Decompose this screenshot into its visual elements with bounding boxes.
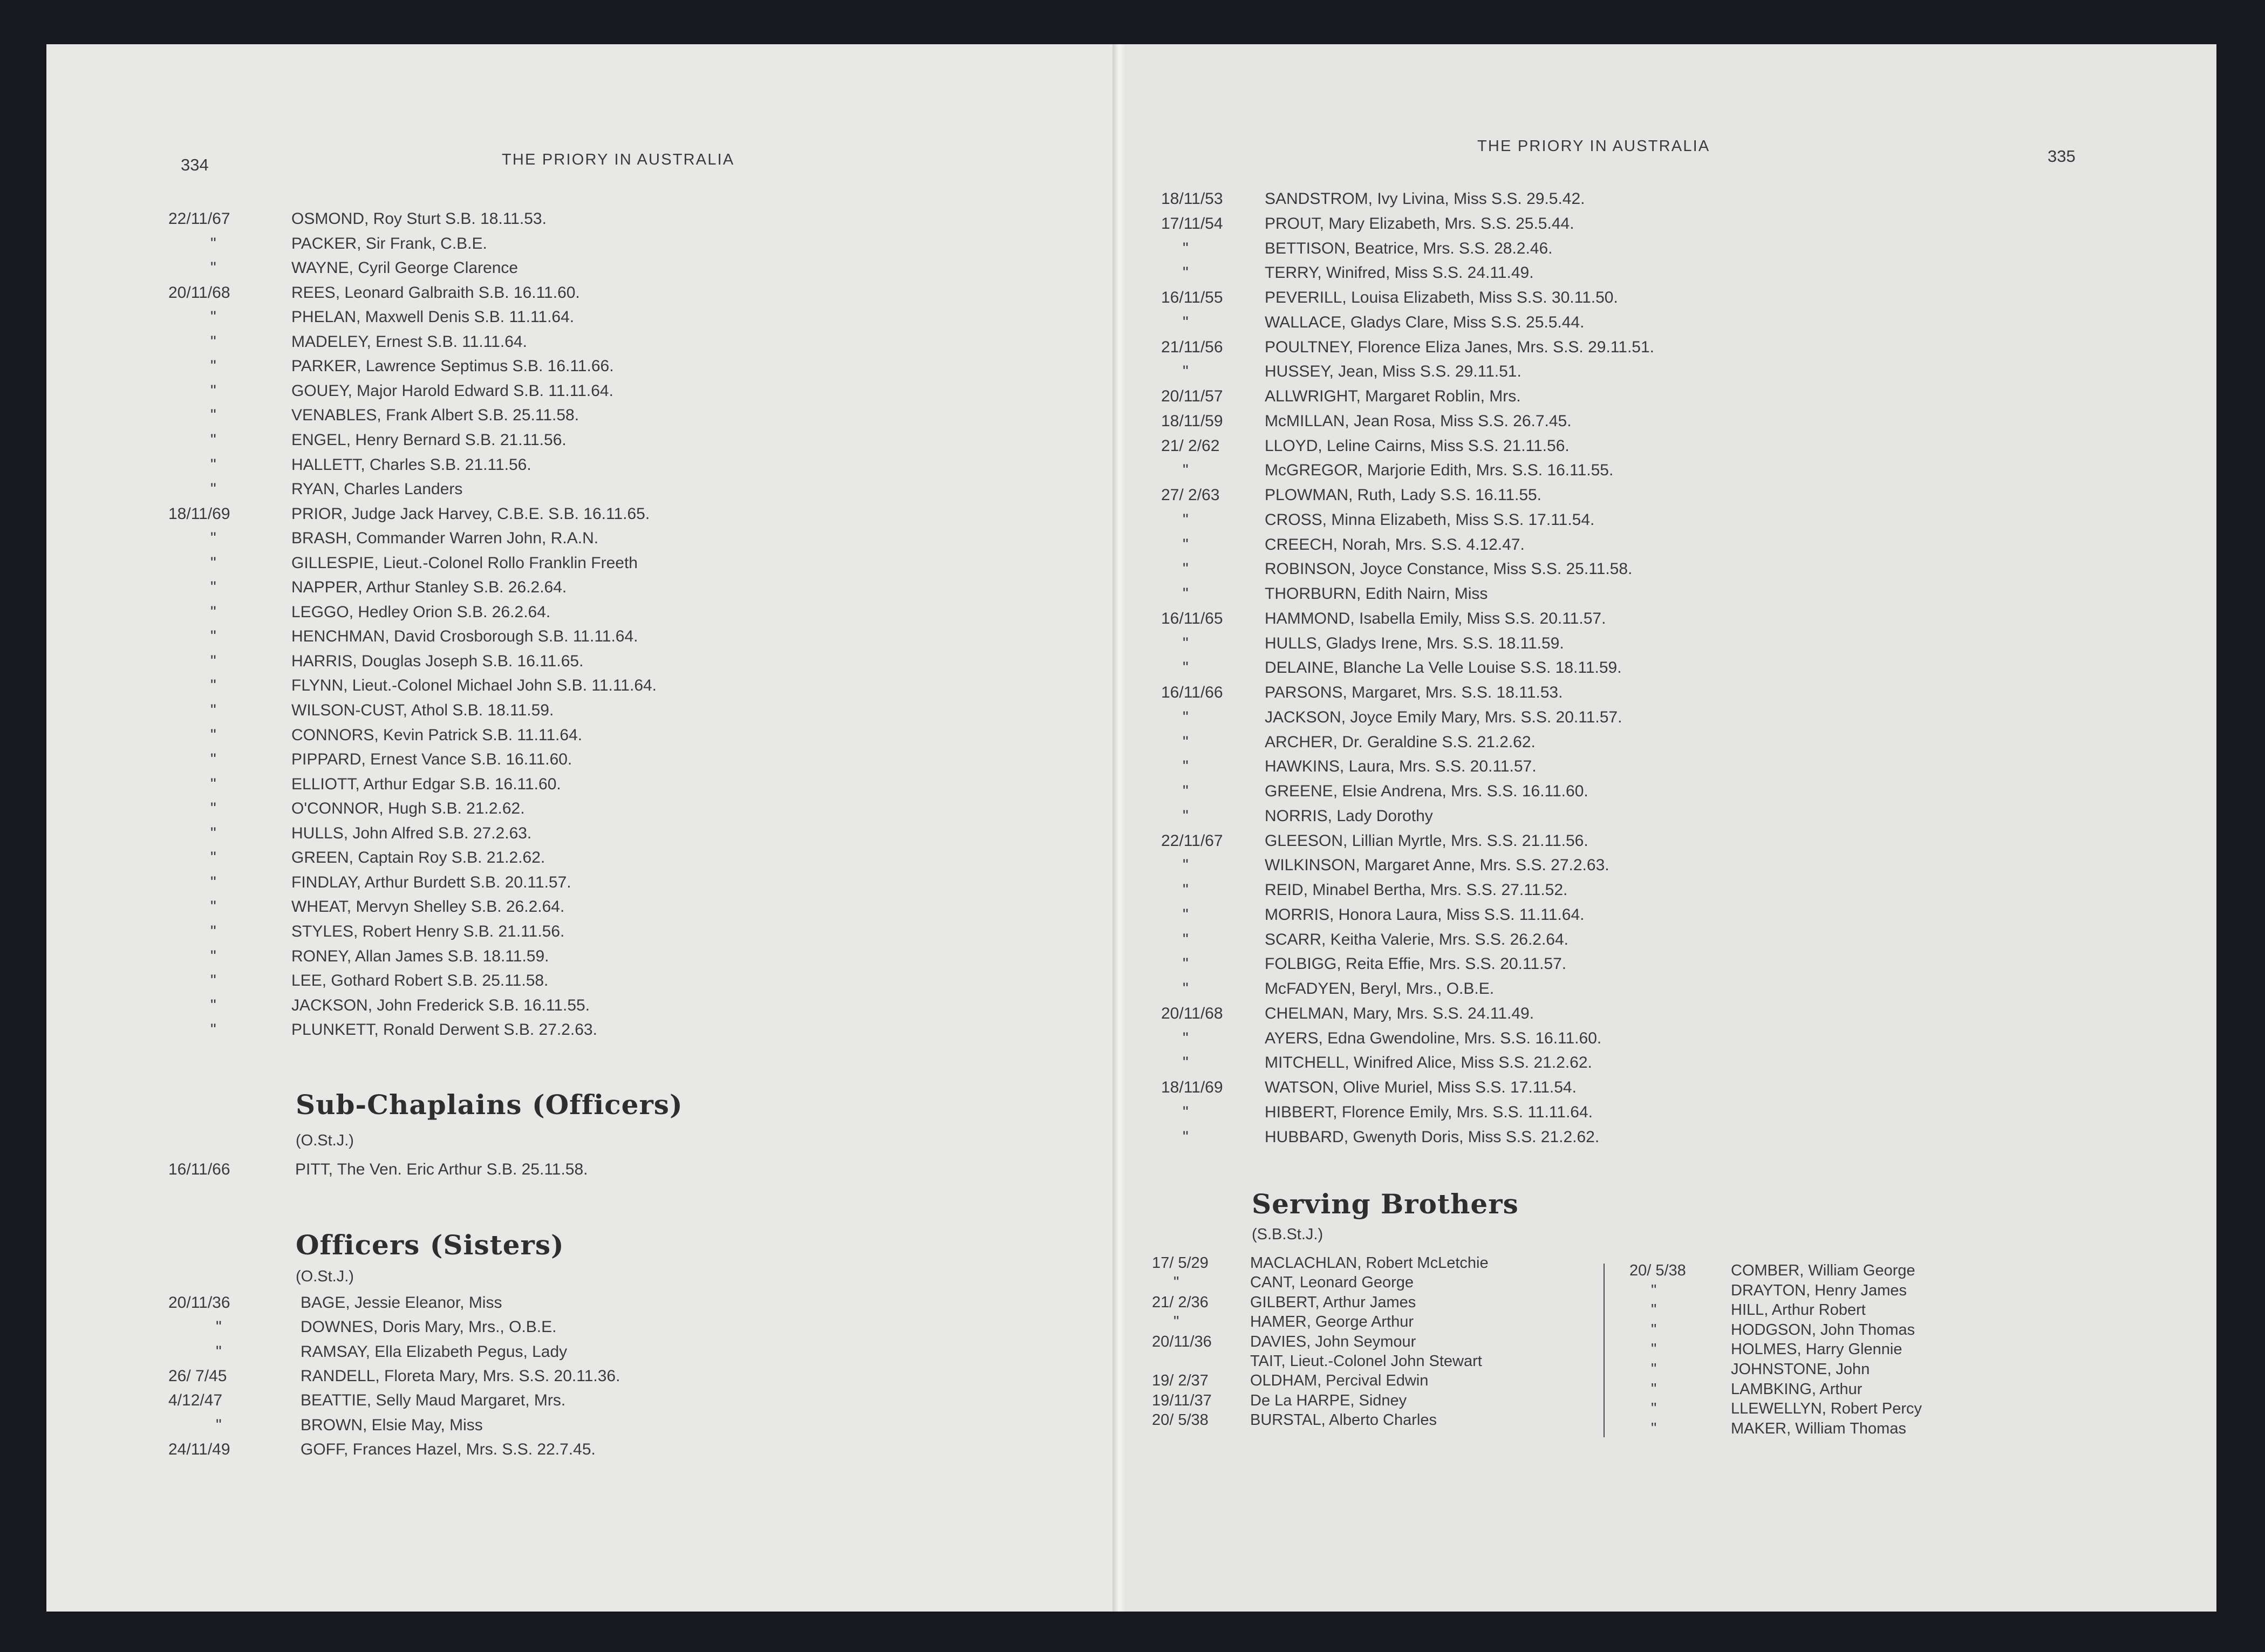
entry-date: " (210, 898, 216, 916)
entry-name: HENCHMAN, David Crosborough S.B. 11.11.64. (291, 627, 638, 646)
entry-date: 24/11/49 (168, 1440, 230, 1458)
entry-date: " (1183, 881, 1189, 899)
entry-date: " (1183, 535, 1189, 554)
entry-name: JOHNSTONE, John (1731, 1361, 1870, 1378)
entry-name: WAYNE, Cyril George Clarence (291, 259, 519, 277)
entry-date: " (216, 1342, 222, 1361)
entry-name: ARCHER, Dr. Geraldine S.S. 21.2.62. (1265, 733, 1536, 751)
entry-date: 20/11/68 (168, 283, 230, 302)
entry-date: 18/11/53 (1161, 190, 1223, 208)
entry-date: 17/ 5/29 (1152, 1254, 1209, 1272)
book-gutter (1113, 44, 1127, 1612)
entry-date: 4/12/47 (168, 1391, 223, 1410)
entry-date: " (210, 554, 216, 572)
entry-date: " (1183, 239, 1189, 257)
entry-name: OSMOND, Roy Sturt S.B. 18.11.53. (291, 210, 547, 228)
entry-name: ELLIOTT, Arthur Edgar S.B. 16.11.60. (291, 775, 561, 793)
entry-name: WILSON-CUST, Athol S.B. 18.11.59. (291, 701, 554, 719)
entry-date: " (210, 529, 216, 548)
entry-name: HALLETT, Charles S.B. 21.11.56. (291, 455, 531, 474)
entry-name: SCARR, Keitha Valerie, Mrs. S.S. 26.2.64. (1265, 930, 1569, 948)
entry-name: McMILLAN, Jean Rosa, Miss S.S. 26.7.45. (1265, 412, 1572, 430)
entry-date: " (1183, 807, 1189, 825)
entry-name: RAMSAY, Ella Elizabeth Pegus, Lady (301, 1342, 568, 1361)
entry-date: " (1651, 1321, 1657, 1339)
entry-name: MACLACHLAN, Robert McLetchie (1250, 1254, 1489, 1272)
entry-date: " (210, 406, 216, 425)
entry-date: " (210, 652, 216, 670)
entry-date: " (1651, 1281, 1657, 1299)
entry-date: " (1183, 560, 1189, 578)
entry-date: " (1174, 1274, 1179, 1292)
entry-name: WATSON, Olive Muriel, Miss S.S. 17.11.54. (1265, 1078, 1577, 1096)
officers-sisters-heading: Officers (Sisters) (296, 1229, 564, 1261)
entry-date: " (210, 308, 216, 326)
entry-date: " (210, 627, 216, 646)
entry-date: " (1651, 1380, 1657, 1398)
entry-name: SANDSTROM, Ivy Livina, Miss S.S. 29.5.42. (1265, 190, 1585, 208)
entry-name: DRAYTON, Henry James (1731, 1281, 1907, 1299)
entry-name: THORBURN, Edith Nairn, Miss (1265, 585, 1488, 603)
entry-date: " (210, 455, 216, 474)
entry-name: HAMMOND, Isabella Emily, Miss S.S. 20.11.57. (1265, 609, 1606, 627)
entry-name: O'CONNOR, Hugh S.B. 21.2.62. (291, 800, 525, 818)
entry-name: PEVERILL, Louisa Elizabeth, Miss S.S. 30.11.50. (1265, 289, 1618, 306)
entry-date: " (1651, 1341, 1657, 1359)
entry-date: " (1183, 659, 1189, 677)
entry-name: HULLS, Gladys Irene, Mrs. S.S. 18.11.59. (1265, 634, 1564, 652)
entry-date: " (1183, 733, 1189, 751)
entry-date: " (210, 996, 216, 1014)
entry-name: CREECH, Norah, Mrs. S.S. 4.12.47. (1265, 535, 1525, 554)
serving-brothers-heading: Serving Brothers (1252, 1188, 1519, 1220)
entry-date: 27/ 2/63 (1161, 486, 1220, 504)
entry-name: MAKER, William Thomas (1731, 1419, 1906, 1437)
entry-date: " (210, 332, 216, 351)
column-divider (1604, 1264, 1605, 1437)
right-running-header: THE PRIORY IN AUSTRALIA (1477, 138, 1710, 155)
entry-date: " (1651, 1361, 1657, 1378)
entry-date: " (216, 1416, 222, 1434)
entry-date: " (210, 701, 216, 719)
entry-date: 17/11/54 (1161, 214, 1223, 233)
entry-name: McGREGOR, Marjorie Edith, Mrs. S.S. 16.11.55. (1265, 461, 1614, 480)
entry-date: " (1183, 363, 1189, 381)
entry-name: VENABLES, Frank Albert S.B. 25.11.58. (291, 406, 579, 425)
entry-date: 19/ 2/37 (1152, 1372, 1209, 1390)
entry-name: STYLES, Robert Henry S.B. 21.11.56. (291, 922, 565, 940)
left-page-number: 334 (181, 155, 209, 174)
entry-name: AYERS, Edna Gwendoline, Mrs. S.S. 16.11.60. (1265, 1029, 1602, 1047)
entry-name: CANT, Leonard George (1250, 1274, 1414, 1292)
left-running-header: THE PRIORY IN AUSTRALIA (502, 151, 735, 168)
entry-name: LAMBKING, Arthur (1731, 1380, 1863, 1398)
entry-name: CROSS, Minna Elizabeth, Miss S.S. 17.11.54. (1265, 510, 1595, 529)
entry-date: " (210, 234, 216, 252)
entry-date: " (210, 824, 216, 842)
entry-name: DELAINE, Blanche La Velle Louise S.S. 18.11.59. (1265, 659, 1622, 677)
entry-date: 16/11/66 (168, 1161, 230, 1178)
entry-date: 20/ 5/38 (1629, 1262, 1686, 1279)
entry-name: De La HARPE, Sidney (1250, 1391, 1407, 1409)
entry-name: PITT, The Ven. Eric Arthur S.B. 25.11.58. (295, 1161, 588, 1178)
entry-date: " (1174, 1313, 1179, 1331)
entry-name: HODGSON, John Thomas (1731, 1321, 1915, 1339)
entry-date: 18/11/59 (1161, 412, 1223, 430)
entry-name: RONEY, Allan James S.B. 18.11.59. (291, 947, 549, 965)
entry-date: 18/11/69 (1161, 1078, 1223, 1096)
entry-date: " (210, 578, 216, 597)
entry-name: PACKER, Sir Frank, C.B.E. (291, 234, 487, 252)
entry-date: " (210, 431, 216, 449)
entry-date: 22/11/67 (1161, 831, 1223, 850)
entry-date: " (210, 800, 216, 818)
entry-date: 20/11/36 (1152, 1333, 1212, 1350)
entry-name: DAVIES, John Seymour (1250, 1333, 1416, 1350)
entry-date: 21/11/56 (1161, 338, 1223, 356)
entry-name: OLDHAM, Percival Edwin (1250, 1372, 1429, 1390)
entry-date: " (1183, 264, 1189, 282)
entry-date: " (1183, 313, 1189, 331)
entry-name: HUBBARD, Gwenyth Doris, Miss S.S. 21.2.62. (1265, 1128, 1600, 1146)
entry-date: " (1183, 1054, 1189, 1072)
entry-date: " (1651, 1400, 1657, 1418)
entry-name: JACKSON, John Frederick S.B. 16.11.55. (291, 996, 590, 1014)
entry-date: 16/11/55 (1161, 289, 1223, 306)
entry-date: " (210, 972, 216, 990)
entry-date: " (210, 480, 216, 499)
entry-name: GREENE, Elsie Andrena, Mrs. S.S. 16.11.60. (1265, 782, 1588, 800)
entry-name: JACKSON, Joyce Emily Mary, Mrs. S.S. 20.11.57. (1265, 708, 1622, 726)
serving-brothers-subheading: (S.B.St.J.) (1252, 1226, 1323, 1243)
entry-name: LLEWELLYN, Robert Percy (1731, 1400, 1922, 1418)
entry-date: " (210, 357, 216, 376)
entry-name: TAIT, Lieut.-Colonel John Stewart (1250, 1353, 1482, 1370)
entry-date: " (210, 603, 216, 621)
entry-name: REID, Minabel Bertha, Mrs. S.S. 27.11.52. (1265, 881, 1568, 899)
entry-name: PLUNKETT, Ronald Derwent S.B. 27.2.63. (291, 1021, 597, 1039)
entry-name: ROBINSON, Joyce Constance, Miss S.S. 25.11.58. (1265, 560, 1633, 578)
sub-chaplains-heading: Sub-Chaplains (Officers) (296, 1089, 683, 1121)
entry-date: 20/11/57 (1161, 387, 1223, 405)
entry-name: CONNORS, Kevin Patrick S.B. 11.11.64. (291, 726, 583, 744)
entry-name: PROUT, Mary Elizabeth, Mrs. S.S. 25.5.44. (1265, 214, 1574, 233)
entry-date: " (1651, 1419, 1657, 1437)
entry-date: 26/ 7/45 (168, 1367, 227, 1385)
entry-name: TERRY, Winifred, Miss S.S. 24.11.49. (1265, 264, 1534, 282)
entry-date: " (1183, 955, 1189, 973)
entry-date: 16/11/65 (1161, 609, 1223, 627)
entry-name: HAMER, George Arthur (1250, 1313, 1414, 1331)
entry-name: GILLESPIE, Lieut.-Colonel Rollo Franklin Freeth (291, 554, 638, 572)
entry-date: " (216, 1318, 222, 1336)
entry-date: " (210, 381, 216, 400)
entry-name: McFADYEN, Beryl, Mrs., O.B.E. (1265, 980, 1495, 998)
entry-name: HULLS, John Alfred S.B. 27.2.63. (291, 824, 532, 842)
entry-name: ENGEL, Henry Bernard S.B. 21.11.56. (291, 431, 567, 449)
entry-name: BROWN, Elsie May, Miss (301, 1416, 483, 1434)
entry-name: BRASH, Commander Warren John, R.A.N. (291, 529, 599, 548)
entry-name: PIPPARD, Ernest Vance S.B. 16.11.60. (291, 750, 572, 769)
entry-date: " (1183, 1103, 1189, 1121)
entry-name: PLOWMAN, Ruth, Lady S.S. 16.11.55. (1265, 486, 1542, 504)
entry-name: ALLWRIGHT, Margaret Roblin, Mrs. (1265, 387, 1521, 405)
entry-name: DOWNES, Doris Mary, Mrs., O.B.E. (301, 1318, 557, 1336)
entry-date: " (210, 849, 216, 867)
entry-name: MITCHELL, Winifred Alice, Miss S.S. 21.2.62. (1265, 1054, 1592, 1072)
entry-name: PHELAN, Maxwell Denis S.B. 11.11.64. (291, 308, 575, 326)
entry-name: HAWKINS, Laura, Mrs. S.S. 20.11.57. (1265, 757, 1537, 776)
entry-name: BETTISON, Beatrice, Mrs. S.S. 28.2.46. (1265, 239, 1553, 257)
entry-name: BEATTIE, Selly Maud Margaret, Mrs. (301, 1391, 566, 1410)
entry-date: " (1183, 1128, 1189, 1146)
entry-date: 20/11/68 (1161, 1004, 1223, 1022)
entry-name: RYAN, Charles Landers (291, 480, 463, 499)
entry-date: " (1183, 708, 1189, 726)
entry-date: " (1183, 585, 1189, 603)
entry-name: FINDLAY, Arthur Burdett S.B. 20.11.57. (291, 873, 571, 891)
entry-name: GLEESON, Lillian Myrtle, Mrs. S.S. 21.11.56. (1265, 831, 1588, 850)
right-page-number: 335 (2048, 147, 2076, 166)
entry-date: " (210, 1021, 216, 1039)
entry-date: " (210, 677, 216, 695)
entry-date: " (1183, 510, 1189, 529)
entry-name: BAGE, Jessie Eleanor, Miss (301, 1294, 502, 1312)
entry-name: WILKINSON, Margaret Anne, Mrs. S.S. 27.2.63. (1265, 856, 1609, 875)
entry-name: LEGGO, Hedley Orion S.B. 26.2.64. (291, 603, 551, 621)
entry-name: REES, Leonard Galbraith S.B. 16.11.60. (291, 283, 580, 302)
entry-name: HOLMES, Harry Glennie (1731, 1341, 1902, 1359)
entry-name: WALLACE, Gladys Clare, Miss S.S. 25.5.44. (1265, 313, 1585, 331)
entry-name: GREEN, Captain Roy S.B. 21.2.62. (291, 849, 545, 867)
entry-date: 19/11/37 (1152, 1391, 1212, 1409)
entry-date: " (210, 750, 216, 769)
entry-name: NAPPER, Arthur Stanley S.B. 26.2.64. (291, 578, 567, 597)
sub-chaplains-subheading: (O.St.J.) (296, 1132, 354, 1149)
entry-name: WHEAT, Mervyn Shelley S.B. 26.2.64. (291, 898, 565, 916)
entry-name: MORRIS, Honora Laura, Miss S.S. 11.11.64. (1265, 905, 1585, 924)
entry-date: 21/ 2/62 (1161, 436, 1220, 455)
entry-date: " (1183, 930, 1189, 948)
officers-sisters-subheading: (O.St.J.) (296, 1268, 354, 1285)
entry-name: FOLBIGG, Reita Effie, Mrs. S.S. 20.11.57. (1265, 955, 1567, 973)
entry-date: " (210, 873, 216, 891)
entry-name: HUSSEY, Jean, Miss S.S. 29.11.51. (1265, 363, 1522, 381)
entry-name: POULTNEY, Florence Eliza Janes, Mrs. S.S. 29.11.51. (1265, 338, 1654, 356)
entry-name: LLOYD, Leline Cairns, Miss S.S. 21.11.56. (1265, 436, 1570, 455)
entry-date: " (210, 259, 216, 277)
entry-date: " (1183, 856, 1189, 875)
entry-date: " (210, 775, 216, 793)
entry-date: " (1183, 905, 1189, 924)
entry-name: CHELMAN, Mary, Mrs. S.S. 24.11.49. (1265, 1004, 1534, 1022)
entry-name: HILL, Arthur Robert (1731, 1301, 1866, 1319)
entry-date: " (210, 726, 216, 744)
entry-date: " (1183, 461, 1189, 480)
entry-name: COMBER, William George (1731, 1262, 1915, 1279)
entry-name: RANDELL, Floreta Mary, Mrs. S.S. 20.11.36. (301, 1367, 620, 1385)
entry-name: MADELEY, Ernest S.B. 11.11.64. (291, 332, 527, 351)
entry-date: 22/11/67 (168, 210, 230, 228)
entry-name: LEE, Gothard Robert S.B. 25.11.58. (291, 972, 549, 990)
entry-date: " (1183, 1029, 1189, 1047)
entry-date: 18/11/69 (168, 504, 230, 523)
entry-date: " (210, 922, 216, 940)
entry-date: 20/ 5/38 (1152, 1411, 1209, 1429)
entry-date: " (1651, 1301, 1657, 1319)
entry-date: " (1183, 757, 1189, 776)
entry-date: " (1183, 634, 1189, 652)
entry-date: " (1183, 782, 1189, 800)
entry-name: BURSTAL, Alberto Charles (1250, 1411, 1437, 1429)
entry-name: GOFF, Frances Hazel, Mrs. S.S. 22.7.45. (301, 1440, 596, 1458)
entry-name: PARKER, Lawrence Septimus S.B. 16.11.66. (291, 357, 614, 376)
entry-date: 20/11/36 (168, 1294, 230, 1312)
entry-name: NORRIS, Lady Dorothy (1265, 807, 1433, 825)
entry-date: " (210, 947, 216, 965)
entry-name: PRIOR, Judge Jack Harvey, C.B.E. S.B. 16.11.65. (291, 504, 650, 523)
entry-date: 16/11/66 (1161, 684, 1223, 701)
entry-name: FLYNN, Lieut.-Colonel Michael John S.B. 11.11.64. (291, 677, 657, 695)
entry-date: " (1183, 980, 1189, 998)
entry-name: PARSONS, Margaret, Mrs. S.S. 18.11.53. (1265, 684, 1563, 701)
entry-name: GILBERT, Arthur James (1250, 1293, 1416, 1311)
entry-date: 21/ 2/36 (1152, 1293, 1209, 1311)
entry-name: HARRIS, Douglas Joseph S.B. 16.11.65. (291, 652, 584, 670)
entry-name: GOUEY, Major Harold Edward S.B. 11.11.64. (291, 381, 613, 400)
entry-name: HIBBERT, Florence Emily, Mrs. S.S. 11.11.64. (1265, 1103, 1593, 1121)
